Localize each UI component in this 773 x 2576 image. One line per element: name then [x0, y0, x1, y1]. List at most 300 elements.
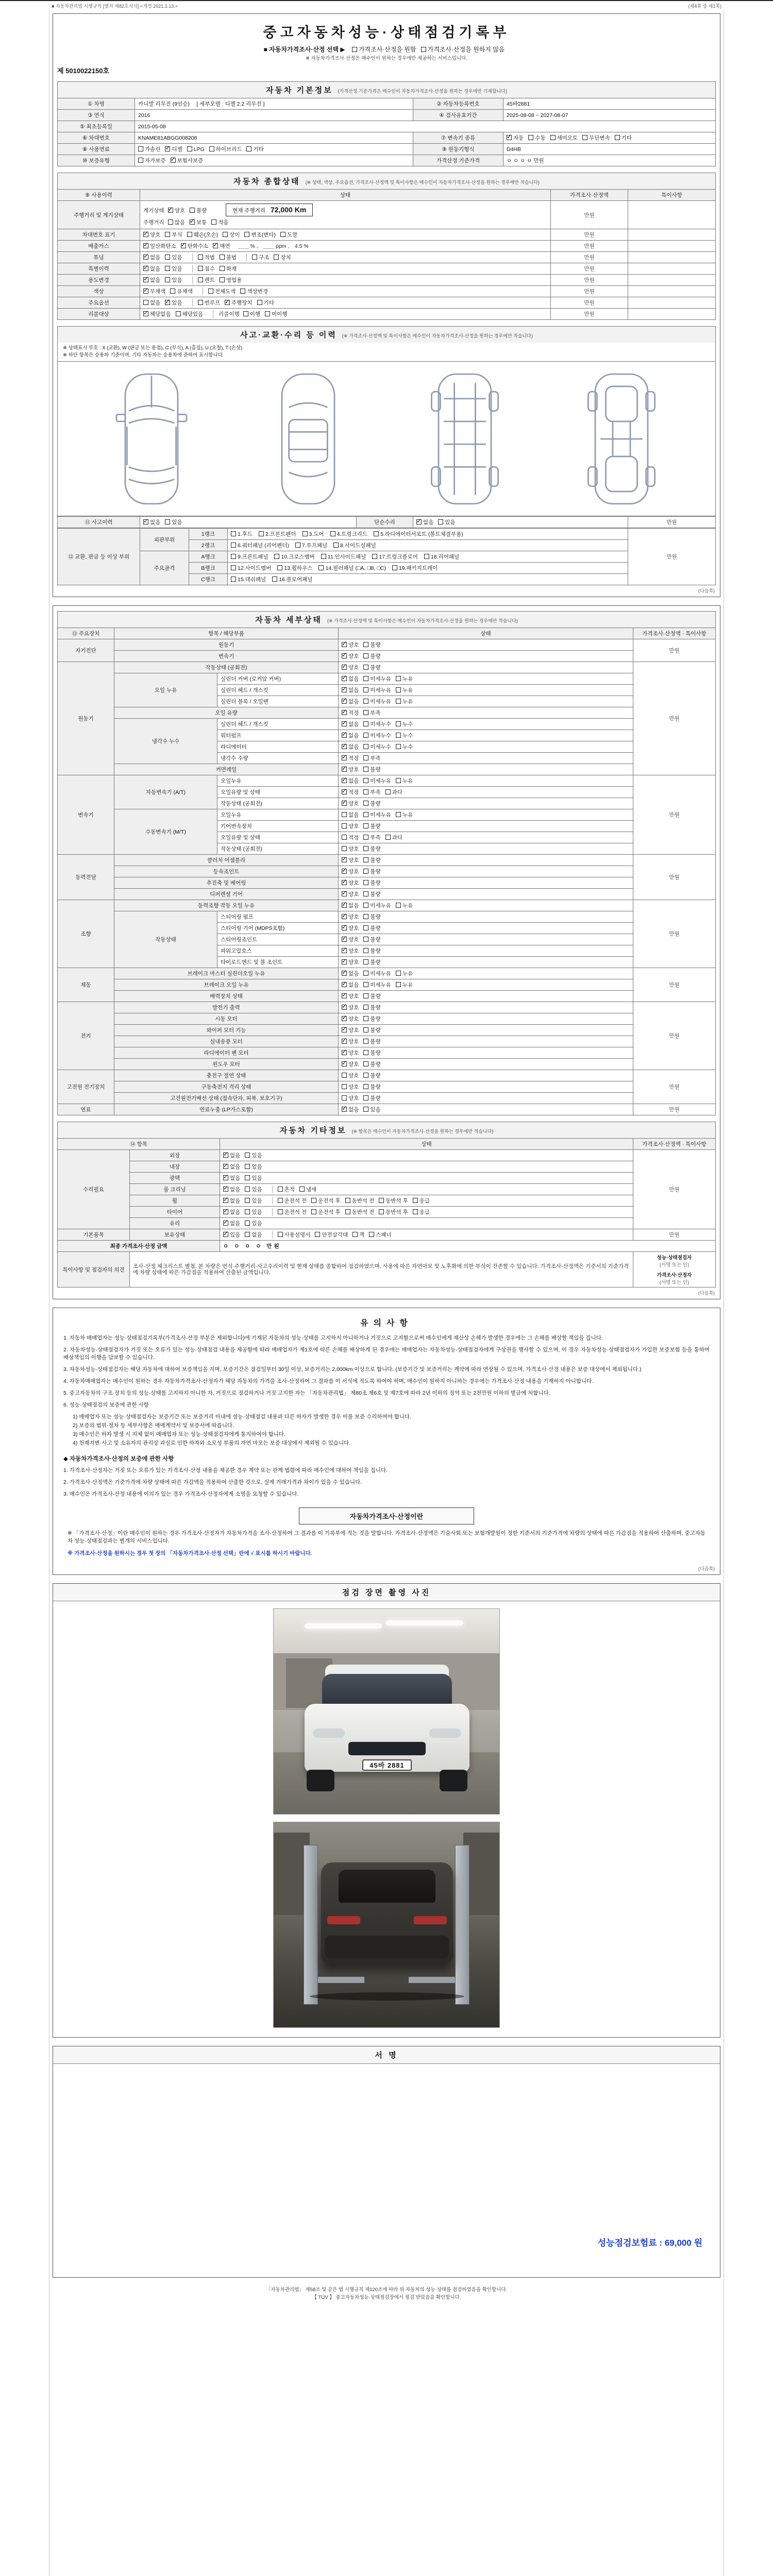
- checkbox-option[interactable]: [223, 1163, 240, 1171]
- checkbox-checked[interactable]: [223, 1164, 228, 1169]
- checkbox-unchecked[interactable]: [363, 903, 368, 908]
- checkbox-option[interactable]: [278, 1231, 311, 1239]
- checkbox-option[interactable]: [246, 145, 263, 153]
- checkbox-option[interactable]: [379, 1197, 408, 1205]
- checkbox-unchecked[interactable]: [363, 959, 368, 964]
- checkbox-unchecked[interactable]: [363, 733, 368, 738]
- checkbox-unchecked[interactable]: [231, 577, 236, 582]
- checkbox-checked[interactable]: [342, 925, 347, 930]
- checkbox-option[interactable]: [363, 845, 380, 853]
- checkbox-option[interactable]: [363, 686, 391, 694]
- checkbox-option[interactable]: [138, 157, 166, 164]
- checkbox-checked[interactable]: [342, 880, 347, 885]
- checkbox-option[interactable]: [582, 134, 610, 142]
- checkbox-unchecked[interactable]: [330, 531, 335, 536]
- checkbox-unchecked[interactable]: [438, 519, 443, 524]
- checkbox-option[interactable]: [223, 231, 240, 239]
- checkbox-unchecked[interactable]: [220, 255, 225, 260]
- checkbox-checked[interactable]: [223, 1232, 228, 1237]
- checkbox-checked[interactable]: [342, 642, 347, 647]
- checkbox-unchecked[interactable]: [363, 1027, 368, 1032]
- checkbox-unchecked[interactable]: [295, 543, 300, 548]
- checkbox-option[interactable]: [220, 265, 237, 273]
- checkbox-checked[interactable]: [342, 665, 347, 670]
- checkbox-checked[interactable]: [342, 982, 347, 987]
- checkbox-option[interactable]: [168, 207, 185, 214]
- checkbox-option[interactable]: [363, 743, 391, 751]
- checkbox-option[interactable]: [245, 1185, 262, 1193]
- checkbox-option[interactable]: [396, 698, 413, 705]
- panel-item-option[interactable]: [231, 564, 271, 572]
- panel-item-option[interactable]: [272, 575, 312, 583]
- checkbox-unchecked[interactable]: [187, 232, 192, 237]
- checkbox-checked[interactable]: [143, 266, 148, 271]
- checkbox-checked[interactable]: [223, 1198, 228, 1203]
- checkbox-option[interactable]: [342, 936, 359, 943]
- checkbox-checked[interactable]: [342, 959, 347, 964]
- checkbox-option[interactable]: [416, 518, 433, 526]
- checkbox-unchecked[interactable]: [363, 665, 368, 670]
- checkbox-option[interactable]: [143, 310, 171, 318]
- panel-item-option[interactable]: [231, 553, 268, 561]
- checkbox-option[interactable]: [143, 242, 176, 250]
- checkbox-unchecked[interactable]: [363, 1107, 368, 1112]
- checkbox-option[interactable]: [143, 276, 160, 284]
- checkbox-checked[interactable]: [342, 1039, 347, 1044]
- checkbox-option[interactable]: [363, 1060, 380, 1068]
- checkbox-checked[interactable]: [223, 1187, 228, 1192]
- checkbox-unchecked[interactable]: [259, 531, 264, 536]
- checkbox-option[interactable]: [363, 868, 380, 875]
- checkbox-option[interactable]: [363, 1106, 380, 1113]
- checkbox-unchecked[interactable]: [396, 699, 401, 704]
- checkbox-unchecked[interactable]: [246, 146, 251, 151]
- checkbox-option[interactable]: [363, 856, 380, 864]
- checkbox-unchecked[interactable]: [396, 812, 401, 817]
- checkbox-option[interactable]: [396, 777, 413, 785]
- checkbox-unchecked[interactable]: [363, 710, 368, 715]
- checkbox-option[interactable]: [363, 720, 391, 728]
- checkbox-option[interactable]: [143, 287, 165, 295]
- checkbox-unchecked[interactable]: [396, 903, 401, 908]
- panel-item-option[interactable]: [374, 530, 463, 538]
- checkbox-checked[interactable]: [342, 778, 347, 783]
- checkbox-option[interactable]: [342, 1049, 359, 1057]
- checkbox-checked[interactable]: [342, 1005, 347, 1010]
- checkbox-option[interactable]: [342, 834, 359, 841]
- checkbox-option[interactable]: [363, 890, 380, 898]
- checkbox-unchecked[interactable]: [363, 653, 368, 658]
- checkbox-unchecked[interactable]: [277, 565, 282, 570]
- checkbox-unchecked[interactable]: [220, 266, 225, 271]
- panel-item-option[interactable]: [330, 530, 367, 538]
- checkbox-unchecked[interactable]: [363, 778, 368, 783]
- checkbox-unchecked[interactable]: [363, 1095, 368, 1100]
- checkbox-unchecked[interactable]: [363, 687, 368, 692]
- checkbox-option[interactable]: [507, 134, 524, 142]
- checkbox-option[interactable]: [342, 664, 359, 671]
- checkbox-option[interactable]: [363, 641, 380, 649]
- checkbox-checked[interactable]: [507, 135, 512, 140]
- checkbox-option[interactable]: [143, 231, 160, 239]
- checkbox-option[interactable]: [223, 1197, 240, 1205]
- checkbox-unchecked[interactable]: [413, 1198, 418, 1203]
- checkbox-option[interactable]: [342, 754, 359, 762]
- checkbox-option[interactable]: [223, 1208, 240, 1216]
- checkbox-unchecked[interactable]: [278, 1209, 283, 1214]
- checkbox-option[interactable]: [299, 1185, 316, 1193]
- checkbox-option[interactable]: [345, 1208, 375, 1216]
- checkbox-option[interactable]: [187, 231, 219, 239]
- checkbox-unchecked[interactable]: [396, 733, 401, 738]
- checkbox-option[interactable]: [352, 1231, 364, 1239]
- checkbox-option[interactable]: [363, 879, 380, 887]
- checkbox-option[interactable]: [265, 310, 287, 318]
- checkbox-unchecked[interactable]: [363, 699, 368, 704]
- checkbox-unchecked[interactable]: [315, 1232, 320, 1237]
- checkbox-option[interactable]: [342, 766, 359, 773]
- checkbox-option[interactable]: [363, 822, 380, 830]
- checkbox-unchecked[interactable]: [396, 778, 401, 783]
- checkbox-option[interactable]: [396, 720, 413, 728]
- checkbox-option[interactable]: [342, 788, 359, 796]
- checkbox-option[interactable]: [143, 299, 160, 307]
- checkbox-unchecked[interactable]: [363, 755, 368, 760]
- checkbox-checked[interactable]: [342, 993, 347, 998]
- checkbox-unchecked[interactable]: [138, 146, 143, 151]
- checkbox-unchecked[interactable]: [363, 642, 368, 647]
- checkbox-option[interactable]: [396, 732, 413, 739]
- checkbox-unchecked[interactable]: [278, 1232, 283, 1237]
- checkbox-unchecked[interactable]: [363, 812, 368, 817]
- checkbox-unchecked[interactable]: [231, 531, 236, 536]
- checkbox-option[interactable]: [342, 698, 359, 705]
- checkbox-unchecked[interactable]: [138, 158, 143, 163]
- checkbox-unchecked[interactable]: [274, 554, 279, 559]
- checkbox-option[interactable]: [363, 652, 380, 660]
- checkbox-unchecked[interactable]: [168, 219, 173, 225]
- checkbox-option[interactable]: [213, 242, 230, 250]
- checkbox-option[interactable]: [342, 890, 359, 898]
- checkbox-option[interactable]: [363, 1015, 380, 1023]
- checkbox-unchecked[interactable]: [363, 801, 368, 806]
- checkbox-option[interactable]: [143, 265, 160, 273]
- checkbox-option[interactable]: [363, 777, 391, 785]
- checkbox-option[interactable]: [342, 845, 359, 853]
- checkbox-option[interactable]: [243, 310, 260, 318]
- checkbox-unchecked[interactable]: [278, 1198, 283, 1203]
- checkbox-unchecked[interactable]: [363, 823, 368, 828]
- checkbox-option[interactable]: [165, 231, 182, 239]
- checkbox-unchecked[interactable]: [363, 925, 368, 930]
- checkbox-checked[interactable]: [342, 653, 347, 658]
- checkbox-option[interactable]: [363, 1026, 380, 1034]
- checkbox-option[interactable]: [363, 800, 380, 807]
- checkbox-unchecked[interactable]: [413, 1209, 418, 1214]
- checkbox-option[interactable]: [245, 1151, 262, 1159]
- checkbox-option[interactable]: [615, 134, 632, 142]
- checkbox-checked[interactable]: [143, 289, 148, 294]
- checkbox-checked[interactable]: [143, 311, 148, 316]
- panel-item-option[interactable]: [295, 541, 327, 549]
- panel-item-option[interactable]: [392, 564, 438, 572]
- checkbox-unchecked[interactable]: [396, 721, 401, 726]
- checkbox-option[interactable]: [143, 253, 160, 261]
- checkbox-unchecked[interactable]: [363, 857, 368, 862]
- checkbox-checked[interactable]: [143, 255, 148, 260]
- checkbox-unchecked[interactable]: [345, 1198, 350, 1203]
- checkbox-option[interactable]: [240, 287, 268, 295]
- checkbox-option[interactable]: [363, 754, 380, 762]
- checkbox-unchecked[interactable]: [582, 135, 587, 140]
- checkbox-option[interactable]: [278, 1197, 307, 1205]
- checkbox-option[interactable]: [225, 299, 253, 307]
- checkbox-unchecked[interactable]: [165, 255, 170, 260]
- checkbox-checked[interactable]: [416, 519, 422, 524]
- checkbox-unchecked[interactable]: [363, 891, 368, 896]
- checkbox-option[interactable]: [550, 134, 578, 142]
- checkbox-unchecked[interactable]: [396, 971, 401, 976]
- checkbox-unchecked[interactable]: [363, 721, 368, 726]
- checkbox-unchecked[interactable]: [223, 232, 228, 237]
- checkbox-unchecked[interactable]: [363, 1084, 368, 1089]
- checkbox-unchecked[interactable]: [352, 1232, 358, 1237]
- checkbox-unchecked[interactable]: [176, 311, 181, 316]
- checkbox-unchecked[interactable]: [424, 554, 429, 559]
- checkbox-option[interactable]: [138, 145, 160, 153]
- panel-item-option[interactable]: [372, 553, 417, 561]
- checkbox-unchecked[interactable]: [342, 835, 347, 840]
- checkbox-unchecked[interactable]: [379, 1209, 384, 1214]
- checkbox-option[interactable]: [165, 276, 182, 284]
- checkbox-checked[interactable]: [190, 219, 195, 225]
- checkbox-option[interactable]: [165, 253, 182, 261]
- checkbox-option[interactable]: [223, 1231, 240, 1239]
- checkbox-unchecked[interactable]: [220, 277, 225, 282]
- checkbox-option[interactable]: [342, 686, 359, 694]
- checkbox-checked[interactable]: [342, 767, 347, 772]
- checkbox-unchecked[interactable]: [231, 554, 236, 559]
- checkbox-unchecked[interactable]: [311, 1209, 316, 1214]
- checkbox-option[interactable]: [396, 743, 413, 751]
- checkbox-option[interactable]: [342, 732, 359, 739]
- checkbox-option[interactable]: [396, 811, 413, 819]
- panel-item-option[interactable]: [259, 530, 296, 538]
- checkbox-unchecked[interactable]: [363, 937, 368, 942]
- checkbox-unchecked[interactable]: [143, 300, 148, 305]
- checkbox-checked[interactable]: [168, 208, 173, 213]
- checkbox-option[interactable]: [342, 1060, 359, 1068]
- checkbox-option[interactable]: [245, 1197, 262, 1205]
- checkbox-checked[interactable]: [342, 721, 347, 726]
- checkbox-option[interactable]: [385, 788, 402, 796]
- checkbox-unchecked[interactable]: [385, 835, 391, 840]
- checkbox-option[interactable]: [311, 1197, 341, 1205]
- checkbox-unchecked[interactable]: [345, 1209, 350, 1214]
- checkbox-option[interactable]: [363, 709, 380, 717]
- checkbox-option[interactable]: [342, 913, 359, 921]
- checkbox-checked[interactable]: [225, 300, 230, 305]
- checkbox-option[interactable]: [363, 675, 391, 683]
- checkbox-option[interactable]: [379, 1208, 408, 1216]
- checkbox-checked[interactable]: [181, 243, 186, 248]
- checkbox-unchecked[interactable]: [363, 1016, 368, 1021]
- checkbox-checked[interactable]: [342, 971, 347, 976]
- checkbox-unchecked[interactable]: [257, 300, 262, 305]
- checkbox-unchecked[interactable]: [187, 146, 192, 151]
- checkbox-unchecked[interactable]: [396, 744, 401, 749]
- checkbox-option[interactable]: [342, 992, 359, 1000]
- checkbox-unchecked[interactable]: [363, 767, 368, 772]
- checkbox-unchecked[interactable]: [363, 993, 368, 998]
- checkbox-unchecked[interactable]: [615, 135, 620, 140]
- checkbox-option[interactable]: [198, 253, 215, 261]
- checkbox-unchecked[interactable]: [265, 311, 270, 316]
- checkbox-option[interactable]: [385, 834, 402, 841]
- checkbox-option[interactable]: [342, 811, 359, 819]
- checkbox-option[interactable]: [363, 698, 391, 705]
- checkbox-checked[interactable]: [223, 1175, 228, 1180]
- checkbox-unchecked[interactable]: [352, 47, 357, 52]
- checkbox-option[interactable]: [198, 276, 215, 284]
- checkbox-option[interactable]: [396, 675, 413, 683]
- checkbox-option[interactable]: [342, 902, 359, 909]
- checkbox-unchecked[interactable]: [363, 789, 368, 794]
- checkbox-option[interactable]: [223, 1219, 240, 1227]
- checkbox-unchecked[interactable]: [198, 266, 203, 271]
- panel-item-option[interactable]: [231, 530, 253, 538]
- checkbox-option[interactable]: [363, 902, 391, 909]
- checkbox-option[interactable]: [245, 1174, 262, 1182]
- checkbox-option[interactable]: [198, 299, 220, 307]
- checkbox-checked[interactable]: [143, 243, 148, 248]
- checkbox-option[interactable]: [352, 45, 416, 54]
- checkbox-option[interactable]: [165, 265, 182, 273]
- checkbox-option[interactable]: [342, 981, 359, 989]
- checkbox-unchecked[interactable]: [165, 277, 170, 282]
- checkbox-checked[interactable]: [342, 1050, 347, 1055]
- checkbox-option[interactable]: [223, 1174, 240, 1182]
- checkbox-option[interactable]: [257, 299, 274, 307]
- checkbox-unchecked[interactable]: [245, 1209, 250, 1214]
- checkbox-unchecked[interactable]: [245, 1164, 250, 1169]
- checkbox-unchecked[interactable]: [396, 676, 401, 681]
- checkbox-option[interactable]: [342, 868, 359, 875]
- checkbox-option[interactable]: [363, 1038, 380, 1045]
- panel-item-option[interactable]: [321, 553, 366, 561]
- checkbox-checked[interactable]: [223, 1153, 228, 1158]
- checkbox-unchecked[interactable]: [303, 531, 308, 536]
- checkbox-option[interactable]: [220, 253, 237, 261]
- checkbox-checked[interactable]: [342, 891, 347, 896]
- checkbox-unchecked[interactable]: [198, 277, 203, 282]
- checkbox-option[interactable]: [220, 276, 242, 284]
- checkbox-option[interactable]: [396, 902, 413, 909]
- checkbox-unchecked[interactable]: [392, 565, 397, 570]
- checkbox-option[interactable]: [363, 834, 380, 841]
- checkbox-unchecked[interactable]: [363, 982, 368, 987]
- checkbox-option[interactable]: [278, 1208, 307, 1216]
- checkbox-option[interactable]: [245, 1231, 262, 1239]
- checkbox-unchecked[interactable]: [363, 880, 368, 885]
- checkbox-option[interactable]: [363, 664, 380, 671]
- checkbox-option[interactable]: [438, 518, 455, 526]
- checkbox-option[interactable]: [342, 641, 359, 649]
- checkbox-option[interactable]: [245, 1163, 262, 1171]
- checkbox-unchecked[interactable]: [165, 266, 170, 271]
- checkbox-option[interactable]: [278, 1185, 295, 1193]
- panel-item-option[interactable]: [303, 530, 324, 538]
- signature-area[interactable]: [57, 2070, 716, 2225]
- checkbox-option[interactable]: [342, 1015, 359, 1023]
- checkbox-unchecked[interactable]: [208, 289, 213, 294]
- checkbox-checked[interactable]: [342, 755, 347, 760]
- checkbox-unchecked[interactable]: [385, 789, 391, 794]
- checkbox-option[interactable]: [363, 992, 380, 1000]
- checkbox-unchecked[interactable]: [363, 914, 368, 919]
- panel-item-option[interactable]: [231, 541, 289, 549]
- checkbox-checked[interactable]: [143, 519, 148, 524]
- checkbox-unchecked[interactable]: [245, 1153, 250, 1158]
- checkbox-option[interactable]: [342, 777, 359, 785]
- checkbox-option[interactable]: [190, 207, 207, 214]
- checkbox-option[interactable]: [223, 1151, 240, 1159]
- checkbox-option[interactable]: [345, 1197, 375, 1205]
- checkbox-option[interactable]: [315, 1231, 348, 1239]
- checkbox-unchecked[interactable]: [379, 1198, 384, 1203]
- checkbox-unchecked[interactable]: [209, 146, 214, 151]
- checkbox-unchecked[interactable]: [274, 255, 279, 260]
- checkbox-unchecked[interactable]: [240, 289, 245, 294]
- checkbox-unchecked[interactable]: [231, 565, 236, 570]
- panel-item-option[interactable]: [318, 564, 385, 572]
- checkbox-unchecked[interactable]: [318, 565, 324, 570]
- checkbox-unchecked[interactable]: [165, 519, 170, 524]
- checkbox-option[interactable]: [342, 1026, 359, 1034]
- checkbox-option[interactable]: [245, 1208, 262, 1216]
- checkbox-unchecked[interactable]: [245, 1198, 250, 1203]
- checkbox-option[interactable]: [363, 766, 380, 773]
- checkbox-option[interactable]: [363, 1083, 380, 1091]
- checkbox-option[interactable]: [363, 970, 391, 977]
- checkbox-checked[interactable]: [165, 146, 170, 151]
- checkbox-option[interactable]: [244, 231, 276, 239]
- checkbox-option[interactable]: [176, 310, 204, 318]
- checkbox-unchecked[interactable]: [278, 1187, 283, 1192]
- panel-item-option[interactable]: [333, 541, 376, 549]
- checkbox-unchecked[interactable]: [363, 835, 368, 840]
- checkbox-unchecked[interactable]: [372, 554, 377, 559]
- checkbox-unchecked[interactable]: [342, 823, 347, 828]
- checkbox-unchecked[interactable]: [528, 135, 533, 140]
- checkbox-checked[interactable]: [342, 869, 347, 874]
- checkbox-option[interactable]: [252, 253, 269, 261]
- checkbox-checked[interactable]: [223, 1221, 228, 1226]
- checkbox-option[interactable]: [342, 800, 359, 807]
- checkbox-unchecked[interactable]: [299, 1187, 305, 1192]
- checkbox-option[interactable]: [171, 157, 204, 164]
- checkbox-option[interactable]: [342, 1004, 359, 1011]
- checkbox-option[interactable]: [187, 146, 205, 152]
- checkbox-option[interactable]: [165, 299, 182, 307]
- checkbox-unchecked[interactable]: [190, 208, 195, 213]
- checkbox-option[interactable]: [209, 145, 242, 153]
- checkbox-unchecked[interactable]: [321, 554, 326, 559]
- checkbox-unchecked[interactable]: [198, 300, 203, 305]
- checkbox-unchecked[interactable]: [198, 255, 203, 260]
- checkbox-unchecked[interactable]: [363, 869, 368, 874]
- checkbox-unchecked[interactable]: [342, 846, 347, 851]
